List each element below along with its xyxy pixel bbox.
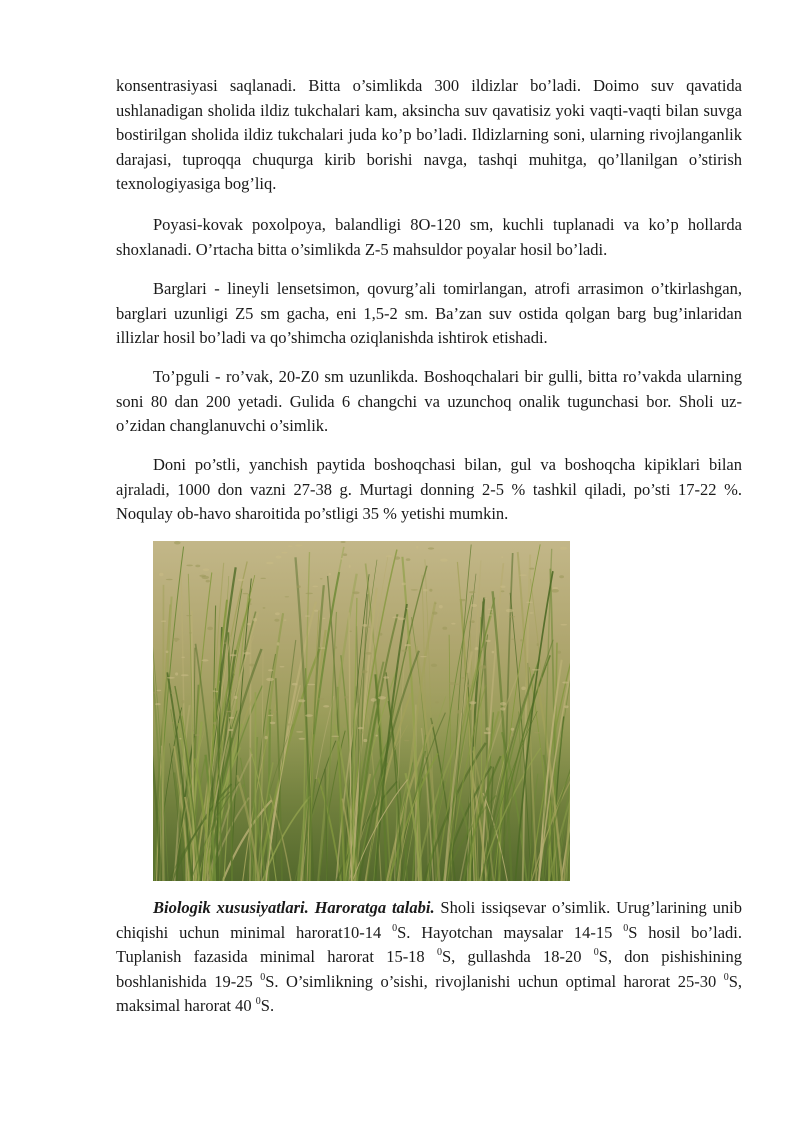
section-heading: Biologik xususiyatlari. Haroratga talabi. [153, 898, 435, 917]
paragraph-stem-text: Poyasi-kovak poxolpoya, balandligi 8O-120 sm, kuchli tuplanadi va ko’p hollarda shoxlanadi. O’rtacha bitta o’simlikda Z-5 mahsuldor poyalar hosil bo’ladi. [116, 215, 742, 259]
paragraph-stem [116, 213, 742, 262]
paragraph-grain-text: Doni po’stli, yanchish paytida boshoqchasi bilan, gul va boshoqcha kipiklari bilan ajraladi, 1000 don vazni 27-38 g. Murtagi donning 2-5 % tashkil qiladi, po’sti 17-22 %. Noqulay ob-havo sharoitida po’stligi 35 % yetishi mumkin. [116, 455, 742, 523]
degree-mark: 0 [255, 996, 261, 1007]
rice-field-photo [153, 541, 570, 881]
degree-mark: 0 [623, 922, 629, 934]
rice-grass-illustration [153, 541, 570, 881]
paragraph-leaves [116, 277, 742, 351]
degree-mark: 0 [392, 922, 398, 934]
paragraph-biology-text: Biologik xususiyatlari. Haroratga talabi. Sholi issiqsevar o’simlik. Urug’larining unib chiqishi uchun minimal harorat10-14 $^0$S. Hayotchan maysalar 14-15 $^0$S hosil bo’ladi. Tuplanish fazasida minimal harorat 15-18 $^0$S, gullashda 18-20 $^0$S, don pishishining boshlanishida 19-25 $^0$S. O’simlikning o’sishi, rivojlanishi uchun optimal harorat 25-30 $^0$S, maksimal harorat 40 $^0$S. [116, 898, 742, 1015]
degree-mark: 0 [723, 971, 729, 983]
paragraph-roots [116, 74, 742, 197]
paragraph-roots-text: konsentrasiyasi saqlanadi. Bitta o’simlikda 300 ildizlar bo’ladi. Doimo suv qavatida ushlanadigan sholida ildiz tukchalari kam, aksincha suv qavatisiz yoki vaqti-vaqti bilan suvga bostirilgan sholida ildiz tukchalari juda ko’p bo’ladi. Ildizlarning soni, ularning rivojlanganlik darajasi, tuproqqa chuqurga kirib borishi navga, tashqi muhitga, qo’llanilgan o’stirish texnologiyasiga bog’liq. [116, 76, 742, 193]
degree-mark: 0 [593, 947, 599, 958]
paragraph-biology [116, 896, 742, 1019]
paragraph-leaves-text: Barglari - lineyli lensetsimon, qovurg’ali tomirlangan, atrofi arrasimon o’tkirlashgan, barglari uzunligi Z5 sm gacha, eni 1,5-2 sm. Ba’zan suv ostida qolgan barg bug’inlaridan illizlar hosil bo’ladi va qo’shimcha oziqlanishda ishtirok etishadi. [116, 279, 742, 347]
paragraph-grain [116, 453, 742, 527]
degree-mark: 0 [260, 971, 266, 983]
paragraph-inflorescence-text: To’pguli - ro’vak, 20-Z0 sm uzunlikda. Boshoqchalari bir gulli, bitta ro’vakda ularning soni 80 dan 200 yetadi. Gulida 6 changchi va uzunchoq onalik tugunchasi bor. Sholi uz-o’zidan changlanuvchi o’simlik. [116, 367, 742, 435]
degree-mark: 0 [436, 947, 442, 958]
paragraph-inflorescence [116, 365, 742, 439]
